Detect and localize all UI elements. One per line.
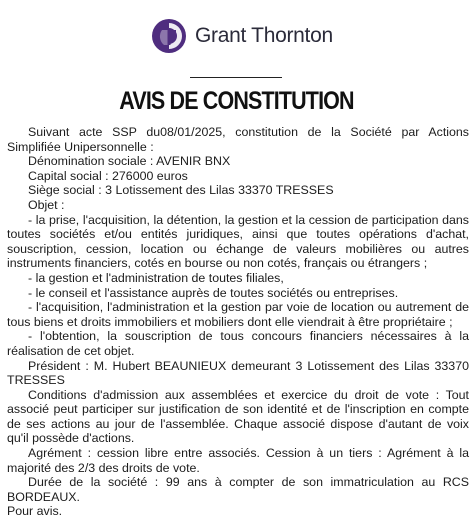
duration-paragraph: Durée de la société : 99 ans à compter de son immatriculation au RCS BORDEAUX. [7,475,469,504]
purpose-item: - l'acquisition, l'administration et la gestion par voie de location ou autrement de tous biens et droits immobiliers et mobiliers dont elle viendrait à être propriétaire ; [7,300,469,329]
grant-thornton-logo [151,17,333,55]
purpose-item: - la gestion et l'administration de toutes filiales, [28,270,284,285]
head-office-line: Siège social : 3 Lotissement des Lilas 33370 TRESSES [28,183,334,198]
closing-line: Pour avis. [7,504,63,519]
grant-thornton-logo-mark-icon [151,18,187,54]
purpose-item: - l'obtention, la souscription de tous concours financiers nécessaires à la réalisation de cet objet. [7,329,469,358]
voting-conditions-paragraph: Conditions d'admission aux assemblées et exercice du droit de vote : Tout associé peut participer sur justification de son identité et de l'inscription en compte de ses actions au jour de l'assemblée. Chaque associé dispose d'autant de voix qu'il possède d'actions. [7,387,469,446]
company-name-line: Dénomination sociale : AVENIR BNX [28,154,231,169]
purpose-item: - la prise, l'acquisition, la détention, la gestion et la cession de participation dans toutes sociétés et/ou entités juridiques, ainsi que toutes opérations d'achat, souscription, cession, location ou échange de valeurs mobilières ou autres instruments financiers, cotés en bourse ou non cotés, français ou étrangers ; [7,212,469,271]
purpose-heading: Objet : [28,197,65,212]
notice-body [7,125,469,519]
approval-paragraph: Agrément : cession libre entre associés. Cession à un tiers : Agrément à la majorité des 2/3 des droits de vote. [7,446,469,475]
capital-line: Capital social : 276000 euros [28,168,188,183]
intro-paragraph: Suivant acte SSP du08/01/2025, constitution de la Société par Actions Simplifiée Unipersonnelle : [7,125,469,154]
president-paragraph: Président : M. Hubert BEAUNIEUX demeurant 3 Lotissement des Lilas 33370 TRESSES [7,358,469,388]
title-divider [190,77,282,78]
logo-wordmark: Grant Thornton [195,24,333,47]
purpose-item: - le conseil et l'assistance auprès de toutes sociétés ou entreprises. [28,285,399,300]
page-title: AVIS DE CONSTITUTION [119,87,354,115]
